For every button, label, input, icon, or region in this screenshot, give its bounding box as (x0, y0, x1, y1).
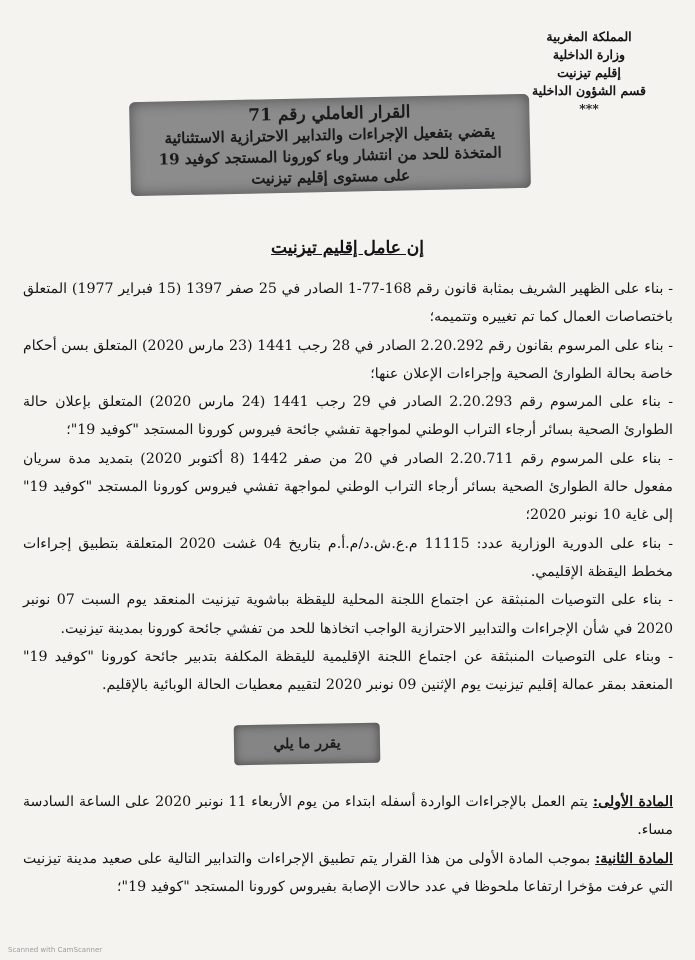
header-division: قسم الشؤون الداخلية (532, 83, 646, 98)
decree-subject-line-1: يقضي بتفعيل الإجراءات والتدابير الاحترازية الاستثنائية (164, 122, 496, 148)
preamble-item: - بناء على المرسوم رقم 2.20.711 الصادر في 20 من صفر 1442 (8 أكتوبر 2020) بتمديد مدة سريان مفعول حالة الطوارئ الصحية بسائر أرجاء التراب الوطني لمواجهة تفشي فيروس كورونا المستجد "كوفيد 19" إلى غاية 10 نونبر 2020؛ (23, 450, 674, 524)
article-second (23, 845, 673, 902)
articles (23, 788, 673, 901)
decree-subject-line-3: على مستوى إقليم تيزنيت (251, 166, 411, 188)
scanner-watermark: Scanned with CamScanner (8, 946, 103, 954)
preamble (23, 275, 673, 699)
preamble-item: - وبناء على التوصيات المنبثقة عن اجتماع اللجنة الإقليمية لليقظة المكلفة بتدبير جائحة كورونا "كوفيد 19" المنعقد بمقر عمالة إقليم تيزنيت يوم الإثنين 09 نونبر 2020 لتقييم معطيات الحالة الوبائية بالإقليم. (23, 648, 673, 694)
article-label: المادة الثانية: (595, 850, 674, 867)
decree-subject-line-2: المتخذة للحد من انتشار وباء كورونا المستجد كوفيد 19 (158, 143, 502, 169)
ministry-header (509, 28, 669, 118)
header-separator: *** (579, 101, 599, 116)
decree-title-banner (129, 94, 531, 196)
article-first (23, 788, 673, 845)
governor-title: إن عامل إقليم تيزنيت (271, 238, 424, 258)
preamble-item: - بناء على المرسوم رقم 2.20.293 الصادر في 29 رجب 1441 (24 مارس 2020) المتعلق بإعلان حالة الطوارئ الصحية بسائر أرجاء التراب الوطني لمواجهة تفشي جائحة فيروس كورونا المستجد "كوفيد 19"؛ (23, 394, 673, 439)
header-province: إقليم تيزنيت (557, 65, 621, 80)
decree-number: القرار العاملي رقم 71 (248, 102, 411, 126)
header-ministry: وزارة الداخلية (552, 47, 626, 62)
preamble-item: - بناء على المرسوم بقانون رقم 2.20.292 الصادر في 28 رجب 1441 (23 مارس 2020) المتعلق بسن أحكام خاصة بحالة الطوارئ الصحية وإجراءات الإعلان عنها؛ (23, 337, 673, 382)
preamble-item: - بناء على الظهير الشريف بمثابة قانون رقم 168-77-1 الصادر في 25 صفر 1397 (15 فبراير 1977) المتعلق باختصاصات العمال كما تم تغييره وتتميمه؛ (23, 281, 673, 326)
article-label: المادة الأولى: (592, 794, 674, 810)
header-kingdom: المملكة المغربية (546, 29, 632, 44)
decides-banner: يقرر ما يلي (234, 723, 381, 766)
article-text: يتم العمل بالإجراءات الواردة أسفله ابتداء من يوم الأربعاء 11 نونبر 2020 على الساعة السادسة مساء. (23, 794, 673, 839)
preamble-item: - بناء على الدورية الوزارية عدد: 11115 م.ع.ش.د/م.أ.م بتاريخ 04 غشت 2020 المتعلقة بتطبيق إجراءات مخطط اليقظة الإقليمي. (23, 535, 673, 580)
article-text: بموجب المادة الأولى من هذا القرار يتم تطبيق الإجراءات والتدابير التالية على صعيد مدينة تيزنيت التي عرفت مؤخرا ارتفاعا ملحوظا في عدد حالات الإصابة بفيروس كورونا المستجد "كوفيد 19"؛ (23, 850, 673, 895)
preamble-item: - بناء على التوصيات المنبثقة عن اجتماع اللجنة المحلية لليقظة بباشوية تيزنيت المنعقد يوم السبت 07 نونبر 2020 في شأن الإجراءات والتدابير الاحترازية الواجب اتخاذها للحد من تفشي جائحة كورونا بمدينة تيزنيت. (23, 592, 673, 637)
